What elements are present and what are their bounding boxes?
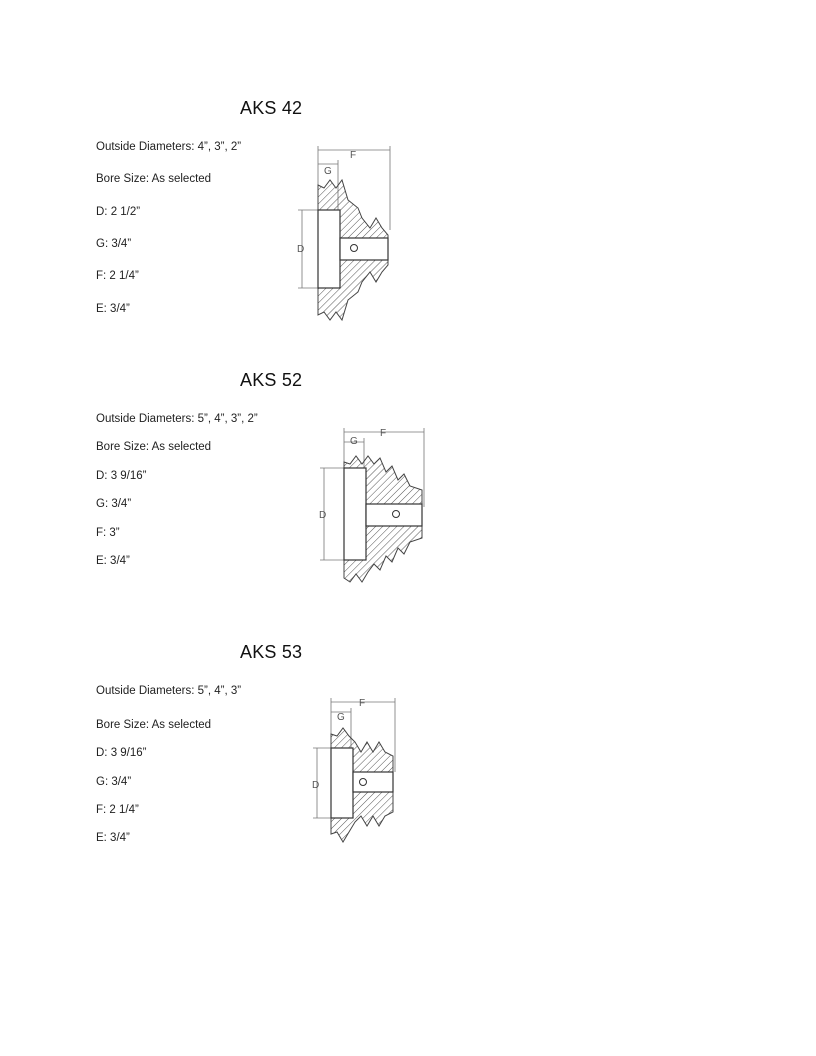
spec-e: E: 3/4” bbox=[96, 303, 130, 315]
spec-f: F: 2 1/4” bbox=[96, 804, 139, 816]
spec-bore-size: Bore Size: As selected bbox=[96, 173, 212, 185]
dim-label-g: G bbox=[337, 712, 345, 723]
pulley-drawing bbox=[310, 422, 435, 592]
spec-g: G: 3/4” bbox=[96, 498, 132, 510]
spec-outside-diameters: Outside Diameters: 5”, 4”, 3” bbox=[96, 685, 242, 697]
spec-d: D: 3 9/16” bbox=[96, 747, 147, 759]
spec-f: F: 3” bbox=[96, 527, 120, 539]
dim-label-f: F bbox=[350, 150, 357, 161]
product-title: AKS 42 bbox=[240, 98, 303, 118]
spec-g: G: 3/4” bbox=[96, 238, 132, 250]
spec-g: G: 3/4” bbox=[96, 776, 132, 788]
dim-label-d: D bbox=[319, 510, 327, 521]
dim-label-f: F bbox=[380, 428, 387, 439]
spec-outside-diameters: Outside Diameters: 5”, 4”, 3”, 2” bbox=[96, 413, 258, 425]
dim-label-d: D bbox=[312, 780, 320, 791]
dim-label-g: G bbox=[350, 436, 358, 447]
spec-e: E: 3/4” bbox=[96, 555, 130, 567]
dim-label-d: D bbox=[297, 244, 305, 255]
product-title: AKS 52 bbox=[240, 370, 303, 390]
spec-outside-diameters: Outside Diameters: 4”, 3”, 2” bbox=[96, 141, 242, 153]
dim-label-g: G bbox=[324, 166, 332, 177]
spec-bore-size: Bore Size: As selected bbox=[96, 441, 212, 453]
spec-d: D: 3 9/16” bbox=[96, 470, 147, 482]
dim-label-f: F bbox=[359, 698, 366, 709]
product-title: AKS 53 bbox=[240, 642, 303, 662]
spec-f: F: 2 1/4” bbox=[96, 270, 139, 282]
spec-bore-size: Bore Size: As selected bbox=[96, 719, 212, 731]
pulley-drawing bbox=[305, 692, 405, 847]
spec-d: D: 2 1/2” bbox=[96, 206, 141, 218]
pulley-drawing bbox=[290, 140, 400, 325]
spec-e: E: 3/4” bbox=[96, 832, 130, 844]
